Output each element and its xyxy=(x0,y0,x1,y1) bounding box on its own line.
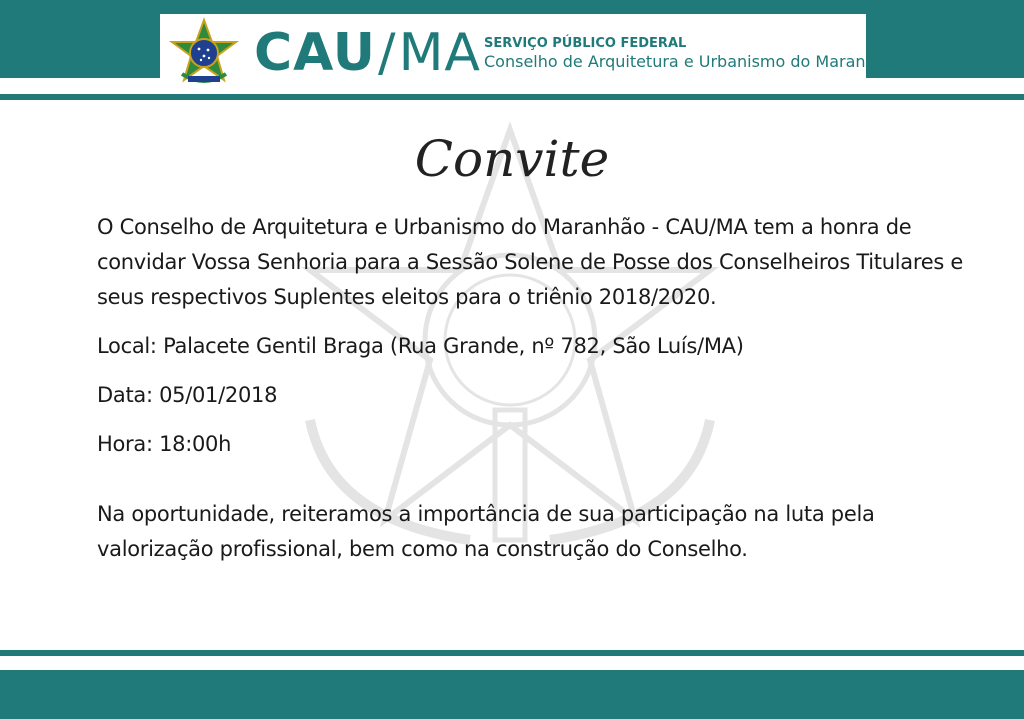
invitation-title: Convite xyxy=(414,130,610,188)
brand-name xyxy=(254,20,481,86)
intro-paragraph: O Conselho de Arquitetura e Urbanismo do Maranhão - CAU/MA tem a honra de convidar Vossa Senhoria para a Sessão Solene de Posse dos Conselheiros Titulares e seus respectivos Suplentes eleitos para o triênio 2018/2020. xyxy=(97,215,963,309)
event-time: Hora: 18:00h xyxy=(97,432,232,456)
brand-ma: MA xyxy=(398,23,481,83)
footer-band xyxy=(0,670,1024,719)
brand-cau: CAU xyxy=(254,23,377,83)
brand-slash: / xyxy=(378,23,397,83)
closing-paragraph: Na oportunidade, reiteramos a importância de sua participação na luta pela valorização profissional, bem como na construção do Conselho. xyxy=(97,502,875,561)
council-name: Conselho de Arquitetura e Urbanismo do Maranhão xyxy=(484,51,896,71)
brazil-coat-of-arms-icon xyxy=(166,16,242,92)
invitation-body xyxy=(97,210,977,567)
brand-subtitle xyxy=(484,36,895,71)
event-date: Data: 05/01/2018 xyxy=(97,383,278,407)
header-divider xyxy=(0,94,1024,100)
footer-divider xyxy=(0,650,1024,656)
service-label: SERVIÇO PÚBLICO FEDERAL xyxy=(484,36,687,51)
event-location: Local: Palacete Gentil Braga (Rua Grande, nº 782, São Luís/MA) xyxy=(97,334,744,358)
